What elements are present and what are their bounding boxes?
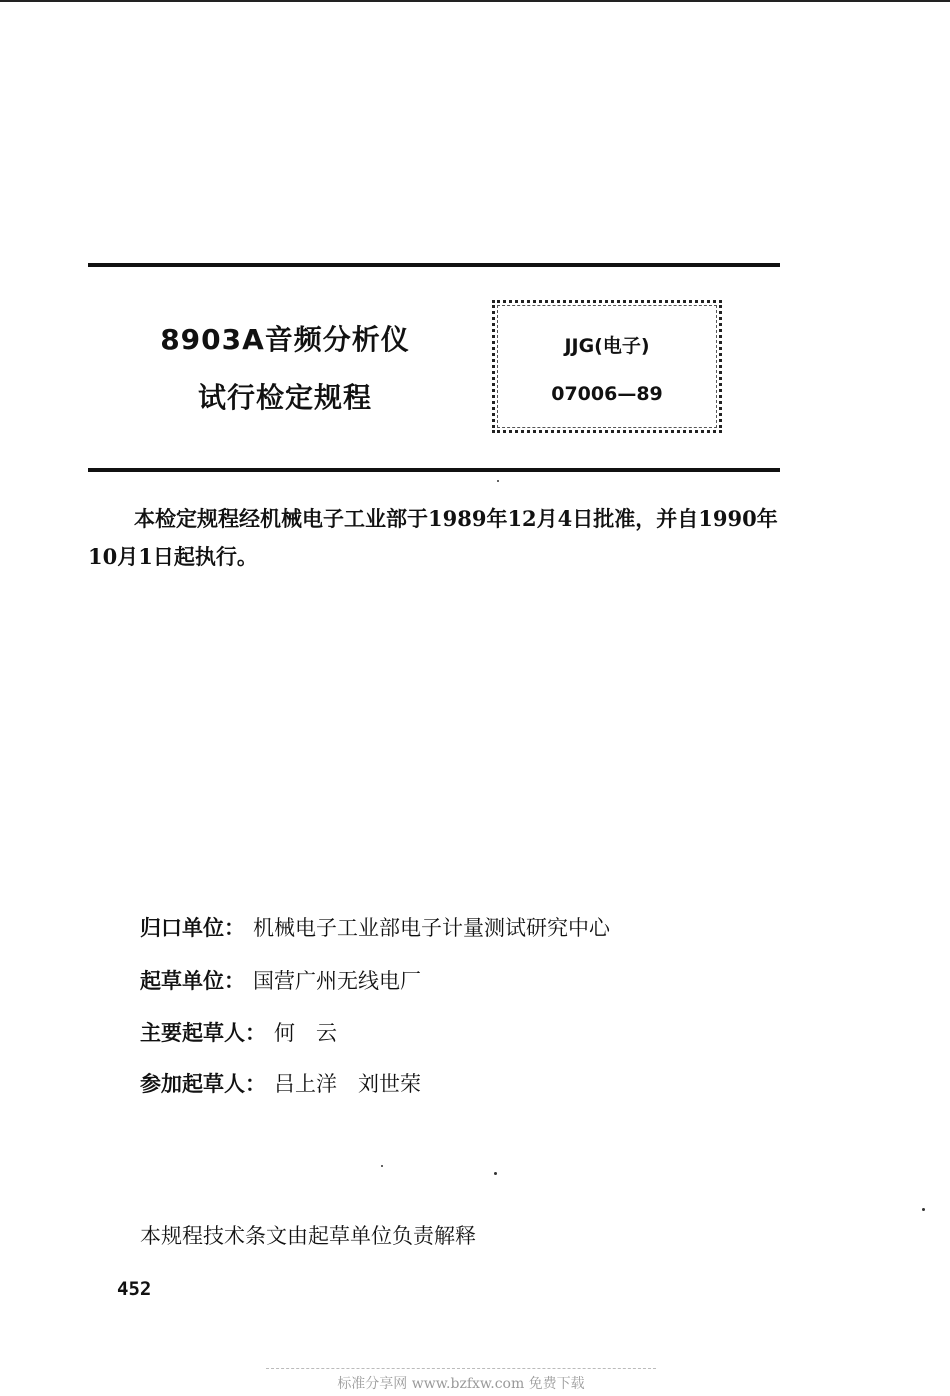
responsible-unit-label: 归口单位： bbox=[140, 916, 245, 940]
standard-code-prefix: JJG(电子) bbox=[564, 335, 650, 357]
participants-value: 吕上洋 刘世荣 bbox=[274, 1072, 421, 1096]
interpretation-note: 本规程技术条文由起草单位负责解释 bbox=[140, 1224, 476, 1248]
standard-code-number: 07006—89 bbox=[551, 383, 663, 405]
responsible-unit-value: 机械电子工业部电子计量测试研究中心 bbox=[253, 916, 610, 940]
scan-speck bbox=[497, 480, 499, 482]
scan-speck bbox=[494, 1172, 497, 1175]
document-subtitle: 试行检定规程 bbox=[197, 381, 372, 414]
drafting-unit-row bbox=[140, 965, 421, 995]
document-title: 8903A音频分析仪 bbox=[160, 323, 410, 356]
approval-statement: 本检定规程经机械电子工业部于1989年12月4日批准，并自1990年10月1日起执行。 bbox=[88, 506, 778, 569]
header-top-rule bbox=[88, 263, 780, 267]
scan-speck bbox=[922, 1208, 925, 1211]
page-top-border bbox=[0, 0, 950, 2]
drafting-unit-value: 国营广州无线电厂 bbox=[253, 969, 421, 993]
chief-drafter-label: 主要起草人： bbox=[140, 1021, 266, 1045]
standard-code-box bbox=[492, 300, 722, 433]
participants-label: 参加起草人： bbox=[140, 1072, 266, 1096]
page-number: 452 bbox=[117, 1278, 152, 1300]
header-bottom-rule bbox=[88, 468, 780, 472]
drafting-unit-label: 起草单位： bbox=[140, 969, 245, 993]
participants-row bbox=[140, 1068, 421, 1098]
responsible-unit-row bbox=[140, 912, 610, 942]
watermark-text: 标准分享网 www.bzfxw.com 免费下载 bbox=[266, 1368, 656, 1393]
chief-drafter-value: 何 云 bbox=[274, 1021, 337, 1045]
chief-drafter-row bbox=[140, 1017, 337, 1047]
scan-speck bbox=[381, 1165, 383, 1167]
